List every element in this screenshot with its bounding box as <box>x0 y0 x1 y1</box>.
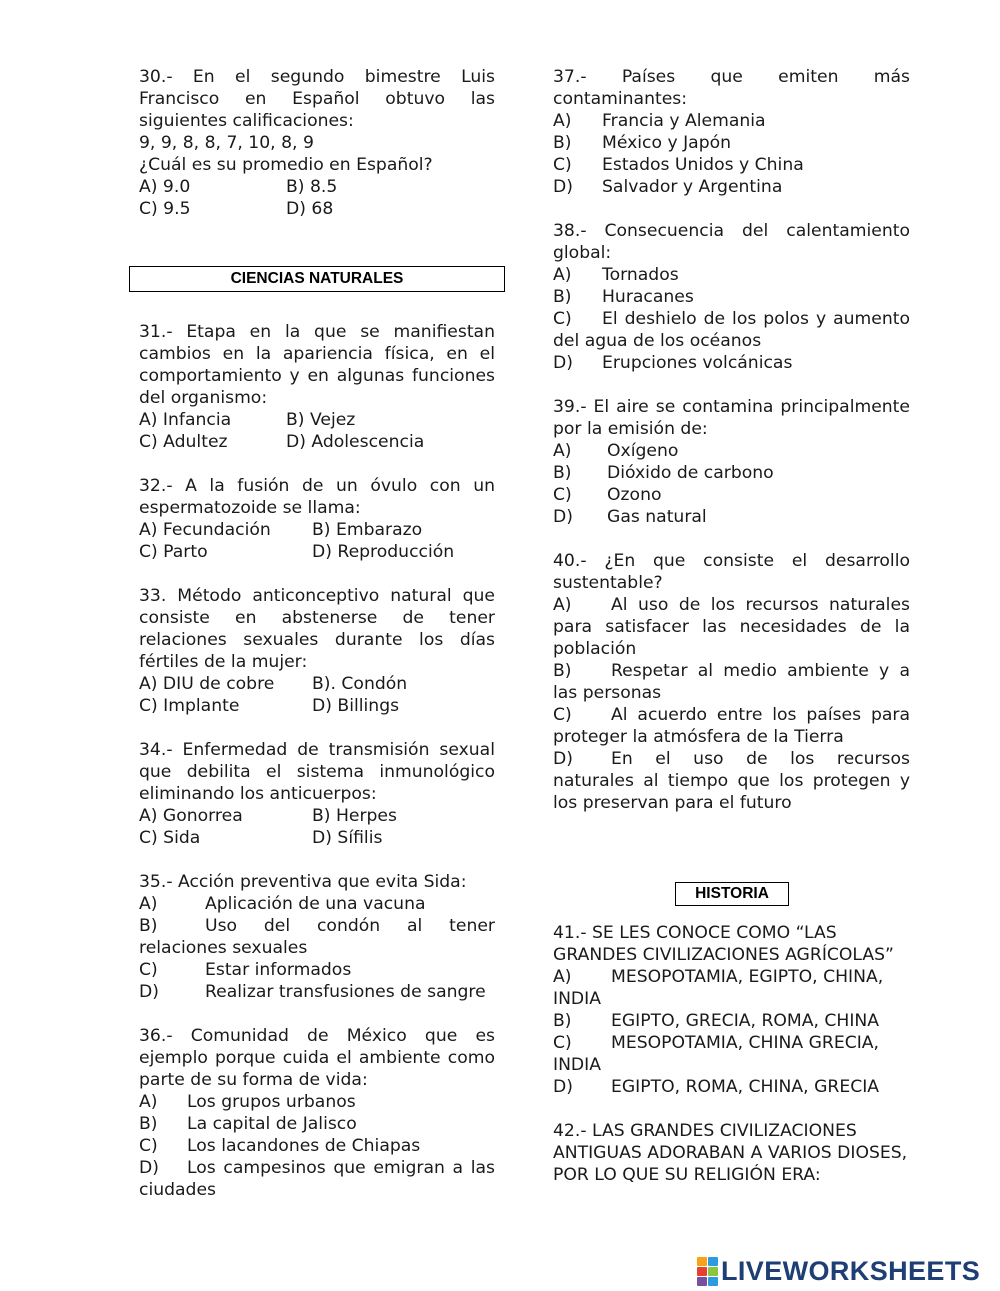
question-prompt: ¿Cuál es su promedio en Español? <box>139 155 433 175</box>
option-letter: C) <box>553 485 572 505</box>
option-text: Salvador y Argentina <box>602 177 783 197</box>
option-a[interactable]: A) DIU de cobre <box>139 674 275 694</box>
option-letter: A) <box>553 265 572 285</box>
question-stem: 40.- ¿En que consiste el desarrollo sustentable? <box>553 551 910 593</box>
option-c[interactable] <box>553 1032 910 1076</box>
option-text: Dióxido de carbono <box>607 463 774 483</box>
option-letter: C) <box>553 309 572 329</box>
option-c[interactable] <box>553 154 910 176</box>
options-row <box>139 519 495 541</box>
option-c[interactable] <box>553 484 910 506</box>
option-d[interactable] <box>553 1076 910 1098</box>
option-c[interactable]: C) Implante <box>139 696 240 716</box>
option-c[interactable]: C) 9.5 <box>139 199 191 219</box>
option-letter: D) <box>553 749 573 769</box>
option-d[interactable] <box>553 748 910 814</box>
option-d[interactable] <box>553 506 910 528</box>
option-b[interactable]: B) 8.5 <box>286 177 338 197</box>
option-text: Aplicación de una vacuna <box>205 894 426 914</box>
section-header-historia: HISTORIA <box>675 882 789 906</box>
option-b[interactable]: B) Herpes <box>312 806 397 826</box>
option-b[interactable]: B) Vejez <box>286 410 356 430</box>
option-text: MESOPOTAMIA, CHINA GRECIA, INDIA <box>553 1033 880 1075</box>
option-b[interactable]: B) Embarazo <box>312 520 423 540</box>
liveworksheets-logo[interactable] <box>697 1256 980 1286</box>
option-letter: D) <box>553 507 573 527</box>
option-c[interactable]: C) Sida <box>139 828 201 848</box>
option-letter: B) <box>553 661 572 681</box>
option-letter: A) <box>553 111 572 131</box>
options-row <box>139 198 495 220</box>
option-a[interactable] <box>139 893 495 915</box>
option-c[interactable] <box>139 1135 495 1157</box>
option-b[interactable] <box>553 132 910 154</box>
option-text: Oxígeno <box>607 441 679 461</box>
question-stem: 36.- Comunidad de México que es ejemplo porque cuida el ambiente como parte de su forma de vida: <box>139 1026 495 1090</box>
grades-list: 9, 9, 8, 8, 7, 10, 8, 9 <box>139 133 314 153</box>
option-c[interactable] <box>553 308 910 352</box>
question-stem: 38.- Consecuencia del calentamiento global: <box>553 221 910 263</box>
option-text: Ozono <box>607 485 662 505</box>
option-text: Al uso de los recursos naturales para satisfacer las necesidades de la población <box>553 595 910 659</box>
option-a[interactable]: A) Gonorrea <box>139 806 243 826</box>
question-40 <box>553 550 910 814</box>
question-stem: 35.- Acción preventiva que evita Sida: <box>139 872 467 892</box>
option-d[interactable]: D) Sífilis <box>312 828 383 848</box>
option-text: México y Japón <box>602 133 732 153</box>
options-row <box>139 431 495 453</box>
option-a[interactable] <box>553 440 910 462</box>
option-letter: A) <box>139 894 158 914</box>
option-a[interactable] <box>553 594 910 660</box>
question-stem: 39.- El aire se contamina principalmente por la emisión de: <box>553 397 910 439</box>
question-stem: 34.- Enfermedad de transmisión sexual que debilita el sistema inmunológico eliminando los anticuerpos: <box>139 740 495 804</box>
option-text: Erupciones volcánicas <box>602 353 793 373</box>
question-33 <box>139 585 495 717</box>
option-b[interactable]: B). Condón <box>312 674 408 694</box>
option-text: Al acuerdo entre los países para proteger la atmósfera de la Tierra <box>553 705 910 747</box>
option-letter: D) <box>553 177 573 197</box>
option-letter: D) <box>553 1077 573 1097</box>
option-text: Huracanes <box>602 287 694 307</box>
question-stem: 33. Método anticonceptivo natural que consiste en abstenerse de tener relaciones sexuales durante los días fértiles de la mujer: <box>139 586 495 672</box>
question-stem: 42.- LAS GRANDES CIVILIZACIONES ANTIGUAS ADORABAN A VARIOS DIOSES, POR LO QUE SU RELIGIÓN ERA: <box>553 1121 908 1185</box>
question-stem: 41.- SE LES CONOCE COMO “LAS GRANDES CIVILIZACIONES AGRÍCOLAS” <box>553 923 894 965</box>
options-row <box>139 541 495 563</box>
liveworksheets-logo-icon <box>697 1257 718 1286</box>
option-letter: C) <box>139 960 158 980</box>
option-letter: A) <box>553 595 572 615</box>
option-a[interactable] <box>553 966 910 1010</box>
option-b[interactable] <box>139 915 495 959</box>
option-letter: B) <box>139 1114 158 1134</box>
option-a[interactable]: A) Fecundación <box>139 520 271 540</box>
option-letter: B) <box>553 1011 572 1031</box>
option-a[interactable] <box>139 1091 495 1113</box>
option-a[interactable] <box>553 264 910 286</box>
option-c[interactable]: C) Adultez <box>139 432 228 452</box>
question-38 <box>553 220 910 374</box>
question-32 <box>139 475 495 563</box>
question-30 <box>139 66 495 220</box>
option-b[interactable] <box>139 1113 495 1135</box>
option-text: EGIPTO, ROMA, CHINA, GRECIA <box>611 1077 880 1097</box>
option-text: Francia y Alemania <box>602 111 766 131</box>
option-text: EGIPTO, GRECIA, ROMA, CHINA <box>611 1011 880 1031</box>
question-stem: 31.- Etapa en la que se manifiestan cambios en la apariencia física, en el comportamiento y en algunas funciones del organismo: <box>139 322 495 408</box>
question-42 <box>553 1120 910 1186</box>
option-letter: B) <box>139 916 158 936</box>
option-a[interactable] <box>553 110 910 132</box>
question-41 <box>553 922 910 1098</box>
option-d[interactable]: D) 68 <box>286 199 334 219</box>
question-31 <box>139 321 495 453</box>
options-row <box>139 409 495 431</box>
option-letter: D) <box>139 982 159 1002</box>
option-a[interactable]: A) Infancia <box>139 410 232 430</box>
option-b[interactable] <box>553 462 910 484</box>
option-letter: C) <box>553 155 572 175</box>
option-letter: C) <box>139 1136 158 1156</box>
option-letter: A) <box>553 441 572 461</box>
option-letter: C) <box>553 1033 572 1053</box>
option-c[interactable] <box>553 704 910 748</box>
option-letter: D) <box>553 353 573 373</box>
option-text: MESOPOTAMIA, EGIPTO, CHINA, INDIA <box>553 967 884 1009</box>
option-text: Los lacandones de Chiapas <box>187 1136 421 1156</box>
question-stem: 37.- Países que emiten más contaminantes: <box>553 67 910 109</box>
question-37 <box>553 66 910 198</box>
left-column <box>139 66 495 1201</box>
options-row <box>139 805 495 827</box>
logo-text: LIVEWORKSHEETS <box>721 1255 981 1286</box>
option-d[interactable] <box>139 1157 495 1201</box>
option-letter: B) <box>553 133 572 153</box>
question-stem: 32.- A la fusión de un óvulo con un espermatozoide se llama: <box>139 476 495 518</box>
option-d[interactable]: D) Adolescencia <box>286 432 425 452</box>
question-stem: 30.- En el segundo bimestre Luis Francisco en Español obtuvo las siguientes calificaciones: <box>139 67 495 131</box>
option-c[interactable] <box>139 959 495 981</box>
right-column <box>553 66 910 1186</box>
option-b[interactable] <box>553 660 910 704</box>
option-text: Tornados <box>602 265 679 285</box>
option-d[interactable] <box>139 981 495 1003</box>
option-text: Estar informados <box>205 960 352 980</box>
option-text: Estados Unidos y China <box>602 155 804 175</box>
option-text: Los grupos urbanos <box>187 1092 356 1112</box>
option-a[interactable]: A) 9.0 <box>139 177 191 197</box>
option-text: Realizar transfusiones de sangre <box>205 982 486 1002</box>
option-text: Respetar al medio ambiente y a las personas <box>553 661 910 703</box>
option-b[interactable] <box>553 1010 910 1032</box>
option-d[interactable] <box>553 176 910 198</box>
option-text: El deshielo de los polos y aumento del agua de los océanos <box>553 309 910 351</box>
question-39 <box>553 396 910 528</box>
option-letter: B) <box>553 463 572 483</box>
option-letter: C) <box>553 705 572 725</box>
question-36 <box>139 1025 495 1201</box>
option-letter: B) <box>553 287 572 307</box>
options-row <box>139 695 495 717</box>
option-text: Los campesinos que emigran a las ciudades <box>139 1158 495 1200</box>
option-letter: A) <box>139 1092 158 1112</box>
options-row <box>139 176 495 198</box>
question-34 <box>139 739 495 849</box>
option-d[interactable]: D) Reproducción <box>312 542 455 562</box>
option-letter: D) <box>139 1158 159 1178</box>
option-d[interactable]: D) Billings <box>312 696 400 716</box>
option-text: La capital de Jalisco <box>187 1114 357 1134</box>
options-row <box>139 827 495 849</box>
option-text: Gas natural <box>607 507 707 527</box>
question-35 <box>139 871 495 1003</box>
option-letter: A) <box>553 967 572 987</box>
option-c[interactable]: C) Parto <box>139 542 208 562</box>
option-b[interactable] <box>553 286 910 308</box>
option-d[interactable] <box>553 352 910 374</box>
section-header-ciencias-naturales: CIENCIAS NATURALES <box>129 266 505 292</box>
options-row <box>139 673 495 695</box>
option-text: En el uso de los recursos naturales al tiempo que los protegen y los preservan para el futuro <box>553 749 910 813</box>
option-text: Uso del condón al tener relaciones sexuales <box>139 916 495 958</box>
